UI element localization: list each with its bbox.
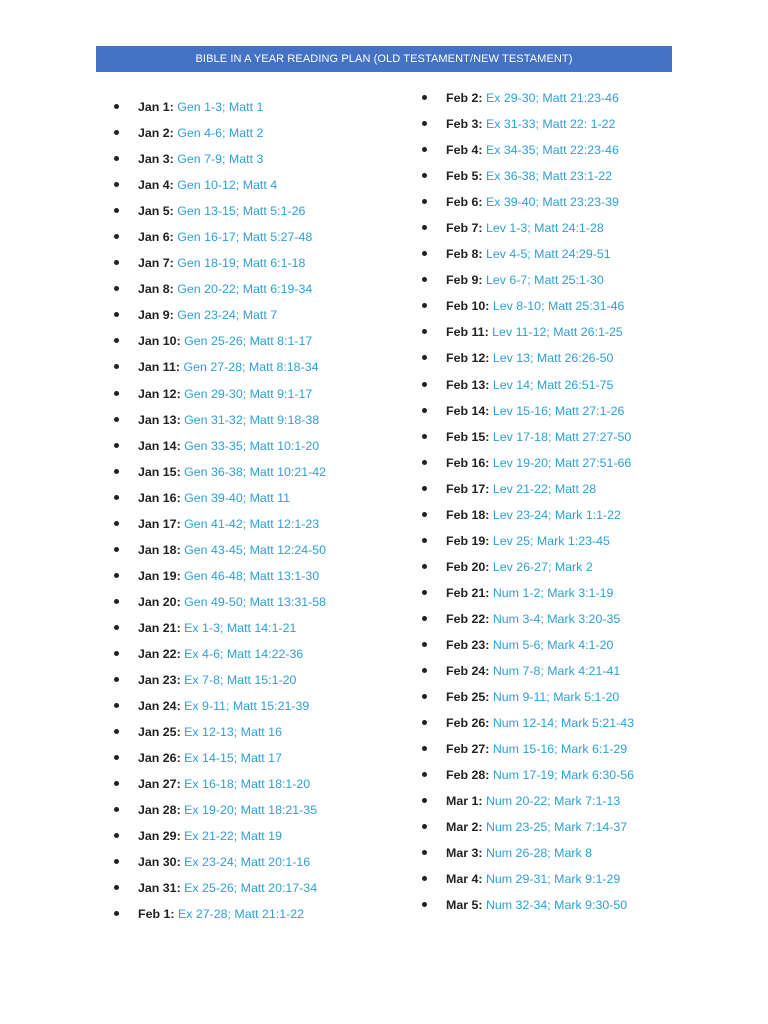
reading-list-item (114, 693, 326, 719)
reading-passages-link[interactable]: Ex 34-35; Matt 22:23-46 (485, 143, 619, 158)
reading-passages-link[interactable]: Ex 27-28; Matt 21:1-22 (177, 907, 304, 922)
reading-passages-link[interactable]: Num 29-31; Mark 9:1-29 (485, 872, 621, 887)
bullet-icon (114, 234, 119, 239)
bullet-icon (114, 755, 119, 760)
reading-date: Jan 1: (138, 100, 174, 114)
bullet-icon (114, 286, 119, 291)
reading-date: Feb 10: (446, 299, 490, 314)
reading-passages-link[interactable]: Num 32-34; Mark 9:30-50 (485, 898, 628, 913)
reading-passages-link[interactable]: Gen 39-40; Matt 11 (184, 490, 290, 505)
reading-date: Jan 24: (138, 699, 181, 714)
reading-list-item (422, 710, 634, 736)
reading-passages-link[interactable]: Lev 13; Matt 26:26-50 (492, 351, 614, 366)
reading-date: Jan 6: (138, 230, 174, 245)
reading-passages-link[interactable]: Lev 1-3; Matt 24:1-28 (485, 221, 604, 236)
reading-date: Jan 7: (138, 256, 174, 271)
reading-passages-link[interactable]: Ex 36-38; Matt 23:1-22 (485, 169, 612, 184)
reading-passages-link[interactable]: Gen 49-50; Matt 13:31-58 (184, 594, 327, 609)
reading-date: Jan 19: (138, 568, 181, 583)
bullet-icon (114, 573, 119, 578)
reading-date: Feb 16: (446, 455, 490, 470)
reading-list-item (114, 537, 326, 563)
bullet-icon (422, 512, 427, 517)
reading-passages-link[interactable]: Ex 16-18; Matt 18:1-20 (184, 777, 311, 792)
reading-list-left-column (114, 94, 326, 928)
bullet-icon (114, 130, 119, 135)
reading-list-item (114, 407, 326, 433)
reading-passages-link[interactable]: Gen 43-45; Matt 12:24-50 (184, 542, 327, 557)
reading-date: Jan 13: (138, 412, 181, 427)
reading-date: Jan 23: (138, 673, 181, 688)
reading-list-item (422, 554, 634, 580)
bullet-icon (422, 772, 427, 777)
reading-list-item (422, 189, 634, 215)
reading-passages-link[interactable]: Gen 41-42; Matt 12:1-23 (184, 516, 320, 531)
bullet-icon (422, 173, 427, 178)
reading-passages-link[interactable]: Lev 19-20; Matt 27:51-66 (492, 455, 632, 470)
bullet-icon (422, 95, 427, 100)
reading-list-item (422, 241, 634, 267)
bullet-icon (422, 434, 427, 439)
reading-list-item (114, 381, 326, 407)
reading-list-item (114, 459, 326, 485)
reading-passages-link[interactable]: Gen 27-28; Matt 8:18-34 (183, 360, 319, 375)
bullet-icon (422, 590, 427, 595)
reading-passages-link[interactable]: Gen 1-3; Matt 1 (177, 100, 264, 114)
bullet-icon (114, 651, 119, 656)
reading-date: Jan 9: (138, 308, 174, 323)
reading-list-item (422, 762, 634, 788)
reading-list-item (114, 354, 326, 380)
reading-list-item (422, 528, 634, 554)
reading-passages-link[interactable]: Lev 6-7; Matt 25:1-30 (485, 273, 604, 288)
reading-passages-link[interactable]: Num 26-28; Mark 8 (485, 846, 592, 861)
plan-title-banner (96, 46, 672, 72)
reading-passages-link[interactable]: Gen 29-30; Matt 9:1-17 (184, 386, 313, 401)
reading-list-item (114, 589, 326, 615)
reading-list-item (422, 606, 634, 632)
reading-date: Jan 18: (138, 542, 181, 557)
reading-list-item (114, 198, 326, 224)
reading-date: Feb 20: (446, 559, 490, 574)
reading-passages-link[interactable]: Gen 10-12; Matt 4 (177, 178, 278, 193)
reading-list-item (422, 398, 634, 424)
reading-list-item (114, 745, 326, 771)
reading-passages-link[interactable]: Ex 14-15; Matt 17 (184, 751, 282, 766)
reading-passages-link[interactable]: Gen 20-22; Matt 6:19-34 (177, 282, 313, 297)
reading-passages-link[interactable]: Ex 7-8; Matt 15:1-20 (184, 673, 297, 688)
reading-passages-link[interactable]: Lev 4-5; Matt 24:29-51 (485, 247, 611, 262)
reading-list-item (114, 797, 326, 823)
reading-passages-link[interactable]: Gen 16-17; Matt 5:27-48 (177, 230, 313, 245)
reading-date: Feb 28: (446, 768, 490, 783)
reading-passages-link[interactable]: Gen 23-24; Matt 7 (177, 308, 278, 323)
reading-list-item (114, 172, 326, 198)
bullet-icon (114, 729, 119, 734)
reading-passages-link[interactable]: Num 12-14; Mark 5:21-43 (492, 716, 635, 731)
reading-passages-link[interactable]: Gen 13-15; Matt 5:1-26 (177, 204, 306, 219)
reading-date: Feb 9: (446, 273, 483, 288)
reading-list-item (422, 502, 634, 528)
bullet-icon (422, 538, 427, 543)
reading-date: Jan 27: (138, 777, 181, 792)
reading-date: Feb 18: (446, 507, 490, 522)
bullet-icon (422, 694, 427, 699)
reading-list-item (114, 328, 326, 354)
bullet-icon (422, 668, 427, 673)
reading-list-item (114, 901, 326, 927)
bullet-icon (114, 417, 119, 422)
reading-date: Feb 12: (446, 351, 490, 366)
reading-passages-link[interactable]: Ex 23-24; Matt 20:1-16 (184, 855, 311, 870)
bullet-icon (114, 391, 119, 396)
reading-date: Jan 28: (138, 803, 181, 818)
reading-date: Mar 1: (446, 794, 483, 809)
bullet-icon (114, 859, 119, 864)
reading-passages-link[interactable]: Num 17-19; Mark 6:30-56 (492, 768, 635, 783)
bullet-icon (114, 208, 119, 213)
reading-list-item (114, 120, 326, 146)
reading-list-item (422, 345, 634, 371)
reading-list-right-column (422, 85, 634, 919)
bullet-icon (114, 521, 119, 526)
reading-date: Feb 2: (446, 91, 483, 105)
bullet-icon (422, 616, 427, 621)
reading-passages-link[interactable]: Gen 25-26; Matt 8:1-17 (184, 334, 313, 349)
bullet-icon (114, 364, 119, 369)
reading-date: Feb 14: (446, 403, 490, 418)
reading-passages-link[interactable]: Lev 21-22; Matt 28 (492, 481, 597, 496)
reading-passages-link[interactable]: Num 1-2; Mark 3:1-19 (492, 585, 614, 600)
reading-date: Feb 8: (446, 247, 483, 262)
reading-list-item (114, 771, 326, 797)
reading-list-item (114, 667, 326, 693)
bullet-icon (114, 625, 119, 630)
bullet-icon (422, 876, 427, 881)
reading-date: Feb 4: (446, 143, 483, 158)
reading-list-item (422, 424, 634, 450)
reading-passages-link[interactable]: Lev 8-10; Matt 25:31-46 (492, 299, 625, 314)
reading-list-item (114, 615, 326, 641)
bullet-icon (114, 807, 119, 812)
reading-passages-link[interactable]: Num 7-8; Mark 4:21-41 (492, 664, 621, 679)
reading-date: Jan 5: (138, 204, 174, 219)
reading-list-item (114, 823, 326, 849)
reading-passages-link[interactable]: Ex 1-3; Matt 14:1-21 (184, 620, 297, 635)
reading-date: Jan 29: (138, 829, 181, 844)
reading-date: Mar 3: (446, 846, 483, 861)
bullet-icon (114, 469, 119, 474)
bullet-icon (114, 885, 119, 890)
reading-list-item (114, 511, 326, 537)
reading-passages-link[interactable]: Gen 7-9; Matt 3 (177, 152, 264, 167)
bullet-icon (422, 355, 427, 360)
reading-list-item (422, 215, 634, 241)
bullet-icon (422, 121, 427, 126)
bullet-icon (114, 260, 119, 265)
reading-list-item (422, 319, 634, 345)
bullet-icon (114, 338, 119, 343)
reading-list-item (422, 163, 634, 189)
plan-title: BIBLE IN A YEAR READING PLAN (OLD TESTAMENT/NEW TESTAMENT) (195, 53, 573, 65)
bullet-icon (422, 902, 427, 907)
reading-date: Jan 4: (138, 178, 174, 193)
reading-date: Jan 22: (138, 646, 181, 661)
bullet-icon (114, 833, 119, 838)
reading-passages-link[interactable]: Ex 39-40; Matt 23:23-39 (485, 195, 619, 210)
reading-date: Jan 17: (138, 516, 181, 531)
reading-list-item (422, 684, 634, 710)
bullet-icon (422, 251, 427, 256)
bullet-icon (422, 720, 427, 725)
reading-list-item (422, 658, 634, 684)
reading-date: Feb 27: (446, 742, 490, 757)
bullet-icon (422, 329, 427, 334)
bullet-icon (422, 199, 427, 204)
reading-list-item (114, 641, 326, 667)
bullet-icon (422, 850, 427, 855)
reading-list-item (422, 137, 634, 163)
reading-date: Feb 19: (446, 533, 490, 548)
reading-list-item (114, 276, 326, 302)
bullet-icon (422, 460, 427, 465)
reading-passages-link[interactable]: Lev 26-27; Mark 2 (492, 559, 593, 574)
bullet-icon (114, 182, 119, 187)
bullet-icon (422, 564, 427, 569)
bullet-icon (114, 443, 119, 448)
reading-date: Jan 3: (138, 152, 174, 167)
reading-list-item (422, 476, 634, 502)
reading-passages-link[interactable]: Num 5-6; Mark 4:1-20 (492, 637, 614, 652)
reading-list-item (422, 892, 634, 918)
bullet-icon (422, 225, 427, 230)
reading-list-item (114, 224, 326, 250)
reading-passages-link[interactable]: Gen 36-38; Matt 10:21-42 (184, 464, 327, 479)
bullet-icon (114, 677, 119, 682)
reading-list-item (422, 85, 634, 111)
reading-passages-link[interactable]: Lev 15-16; Matt 27:1-26 (492, 403, 625, 418)
bullet-icon (422, 824, 427, 829)
reading-date: Feb 25: (446, 690, 490, 705)
reading-date: Jan 14: (138, 438, 181, 453)
reading-date: Jan 31: (138, 881, 181, 896)
bullet-icon (422, 486, 427, 491)
reading-date: Jan 26: (138, 751, 181, 766)
reading-date: Mar 5: (446, 898, 483, 913)
reading-list-item (422, 788, 634, 814)
bullet-icon (422, 382, 427, 387)
reading-list-item (114, 563, 326, 589)
reading-list-item (422, 866, 634, 892)
reading-date: Feb 6: (446, 195, 483, 210)
reading-date: Feb 17: (446, 481, 490, 496)
reading-passages-link[interactable]: Num 15-16; Mark 6:1-29 (492, 742, 628, 757)
reading-list-item (422, 814, 634, 840)
reading-date: Jan 21: (138, 620, 181, 635)
reading-list-item (114, 94, 326, 120)
reading-passages-link[interactable]: Gen 4-6; Matt 2 (177, 126, 264, 141)
bullet-icon (114, 781, 119, 786)
reading-passages-link[interactable]: Ex 25-26; Matt 20:17-34 (184, 881, 318, 896)
reading-passages-link[interactable]: Num 20-22; Mark 7:1-13 (485, 794, 621, 809)
reading-list-item (422, 450, 634, 476)
bullet-icon (114, 104, 119, 109)
reading-list-item (114, 719, 326, 745)
bullet-icon (422, 303, 427, 308)
reading-passages-link[interactable]: Lev 23-24; Mark 1:1-22 (492, 507, 621, 522)
bullet-icon (114, 599, 119, 604)
reading-list-item (114, 875, 326, 901)
bullet-icon (114, 312, 119, 317)
reading-date: Jan 15: (138, 464, 181, 479)
reading-list-item (114, 146, 326, 172)
reading-date: Feb 21: (446, 585, 490, 600)
bullet-icon (114, 703, 119, 708)
reading-date: Jan 30: (138, 855, 181, 870)
reading-passages-link[interactable]: Gen 31-32; Matt 9:18-38 (184, 412, 320, 427)
reading-passages-link[interactable]: Gen 18-19; Matt 6:1-18 (177, 256, 306, 271)
reading-date: Jan 25: (138, 725, 181, 740)
reading-date: Feb 24: (446, 664, 490, 679)
reading-date: Jan 10: (138, 334, 181, 349)
reading-list-item (114, 250, 326, 276)
reading-passages-link[interactable]: Ex 4-6; Matt 14:22-36 (184, 646, 304, 661)
reading-date: Feb 11: (446, 325, 489, 340)
reading-date: Mar 4: (446, 872, 483, 887)
reading-list-item (422, 736, 634, 762)
reading-list-item (114, 302, 326, 328)
reading-passages-link[interactable]: Lev 14; Matt 26:51-75 (492, 377, 614, 392)
reading-list-item (422, 293, 634, 319)
reading-date: Feb 23: (446, 637, 490, 652)
reading-passages-link[interactable]: Ex 31-33; Matt 22: 1-22 (485, 117, 616, 132)
reading-date: Jan 16: (138, 490, 181, 505)
reading-list-item (422, 372, 634, 398)
bullet-icon (422, 408, 427, 413)
reading-passages-link[interactable]: Gen 33-35; Matt 10:1-20 (184, 438, 320, 453)
bullet-icon (422, 277, 427, 282)
reading-list-item (114, 433, 326, 459)
reading-passages-link[interactable]: Num 23-25; Mark 7:14-37 (485, 820, 628, 835)
reading-passages-link[interactable]: Ex 9-11; Matt 15:21-39 (184, 699, 310, 714)
reading-date: Jan 11: (138, 360, 181, 375)
reading-date: Jan 20: (138, 594, 181, 609)
bullet-icon (422, 746, 427, 751)
reading-list-item (114, 485, 326, 511)
reading-list-item (422, 111, 634, 137)
reading-list-item (422, 580, 634, 606)
bullet-icon (422, 147, 427, 152)
bullet-icon (114, 547, 119, 552)
bullet-icon (114, 495, 119, 500)
reading-passages-link[interactable]: Ex 19-20; Matt 18:21-35 (184, 803, 318, 818)
reading-date: Jan 8: (138, 282, 174, 297)
bullet-icon (422, 642, 427, 647)
reading-passages-link[interactable]: Ex 29-30; Matt 21:23-46 (485, 91, 619, 105)
reading-date: Feb 7: (446, 221, 483, 236)
reading-date: Jan 12: (138, 386, 181, 401)
reading-passages-link[interactable]: Num 3-4; Mark 3:20-35 (492, 611, 621, 626)
reading-date: Jan 2: (138, 126, 174, 141)
reading-date: Feb 1: (138, 907, 175, 922)
bullet-icon (114, 156, 119, 161)
reading-list-item (422, 840, 634, 866)
reading-passages-link[interactable]: Ex 21-22; Matt 19 (184, 829, 282, 844)
reading-passages-link[interactable]: Gen 46-48; Matt 13:1-30 (184, 568, 320, 583)
reading-list-item (114, 849, 326, 875)
reading-date: Feb 5: (446, 169, 483, 184)
reading-passages-link[interactable]: Lev 25; Mark 1:23-45 (492, 533, 610, 548)
reading-passages-link[interactable]: Ex 12-13; Matt 16 (184, 725, 282, 740)
reading-date: Feb 15: (446, 429, 490, 444)
reading-passages-link[interactable]: Num 9-11; Mark 5:1-20 (492, 690, 620, 705)
reading-list-item (422, 632, 634, 658)
reading-date: Feb 26: (446, 716, 490, 731)
reading-date: Feb 22: (446, 611, 490, 626)
bullet-icon (422, 798, 427, 803)
reading-passages-link[interactable]: Lev 11-12; Matt 26:1-25 (492, 325, 623, 340)
reading-passages-link[interactable]: Lev 17-18; Matt 27:27-50 (492, 429, 632, 444)
reading-date: Feb 13: (446, 377, 490, 392)
reading-date: Feb 3: (446, 117, 483, 132)
reading-date: Mar 2: (446, 820, 483, 835)
reading-list-item (422, 267, 634, 293)
bullet-icon (114, 911, 119, 916)
